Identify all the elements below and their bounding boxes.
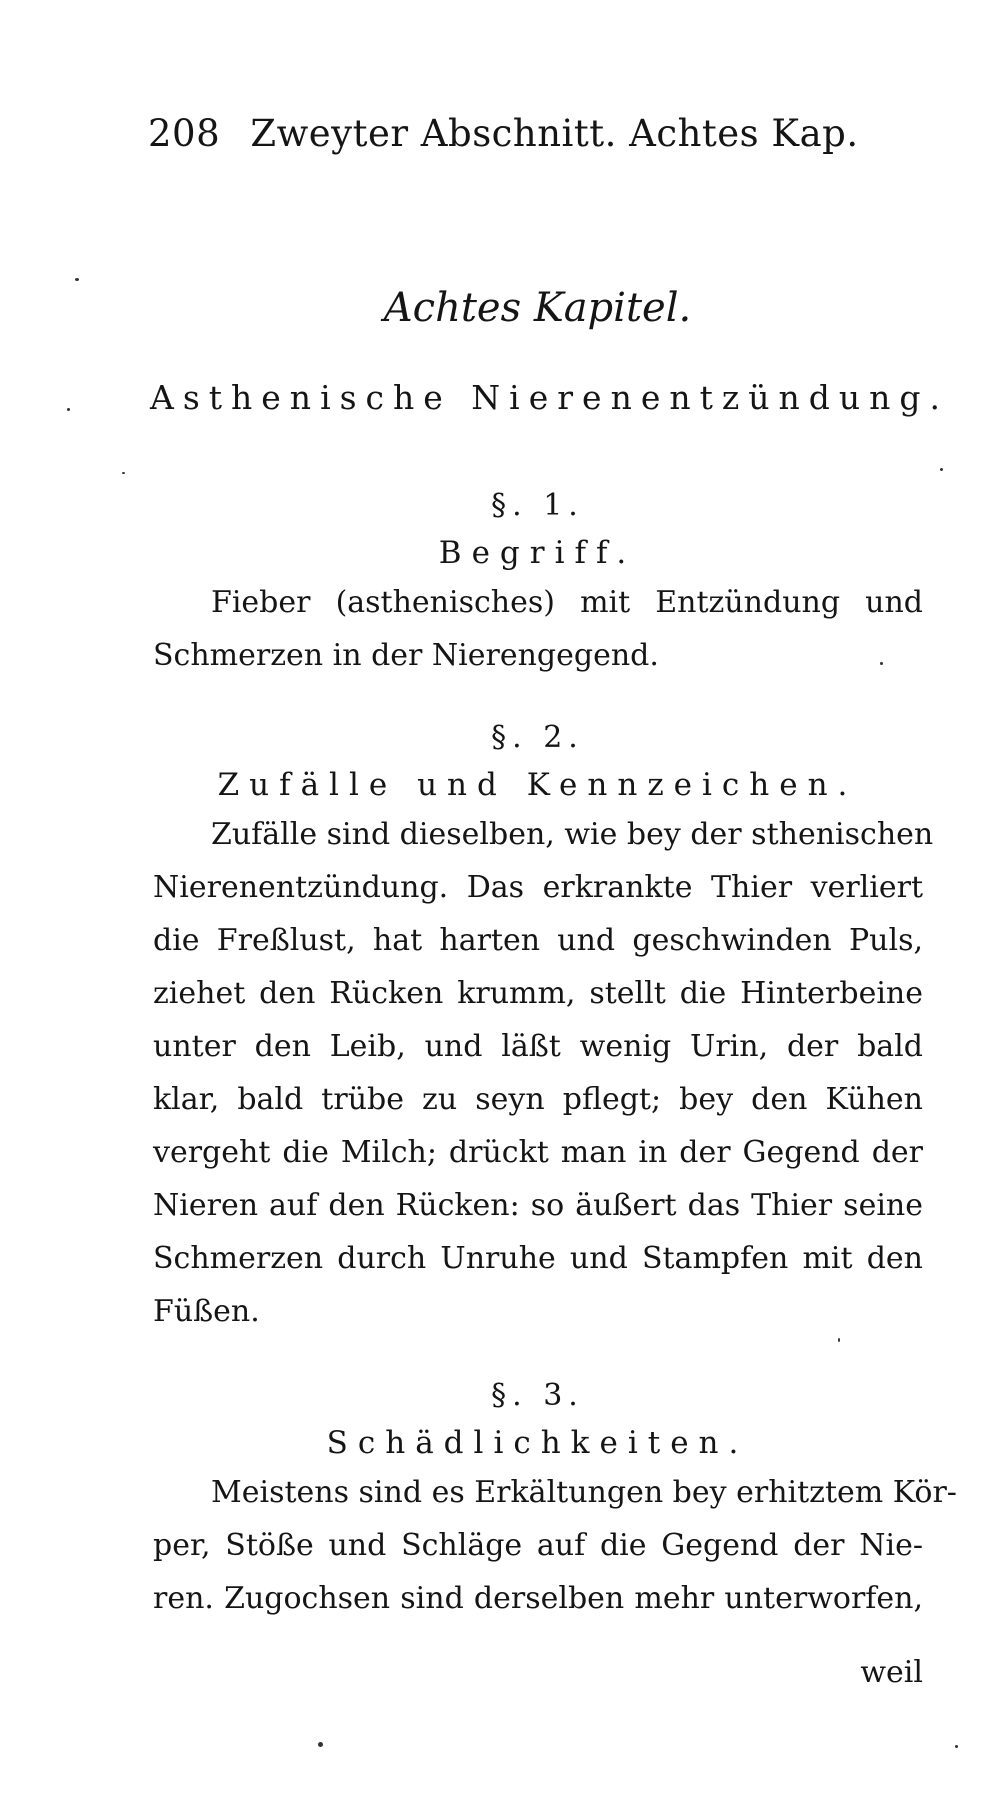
chapter-subtitle: Asthenische Nierenentzündung. — [150, 378, 950, 417]
scan-speck — [75, 278, 79, 281]
body-line: Zufälle sind dieselben, wie bey der sthenischen — [211, 817, 934, 852]
scan-speck — [955, 1745, 958, 1748]
scan-speck — [880, 662, 883, 665]
section-1-number: §. 1. — [491, 488, 584, 523]
section-1-body — [153, 576, 923, 682]
body-line: ziehet den Rücken krumm, stellt die Hinterbeine — [153, 976, 923, 1011]
scan-speck — [838, 1338, 840, 1342]
scan-speck — [318, 1742, 323, 1747]
body-line: die Freßlust, hat harten und geschwinden Puls, — [153, 923, 923, 958]
running-title: Zweyter Abschnitt. Achtes Kap. — [250, 112, 859, 155]
section-2-body — [153, 808, 934, 1338]
section-2-heading: Zufälle und Kennzeichen. — [217, 767, 858, 803]
body-line: klar, bald trübe zu seyn pflegt; bey den Kühen — [153, 1082, 923, 1117]
section-2-number: §. 2. — [491, 720, 584, 755]
body-line: Nierenentzündung. Das erkrankte Thier verliert — [153, 870, 923, 905]
section-3-number: §. 3. — [491, 1378, 584, 1413]
section-3-heading: Schädlichkeiten. — [326, 1425, 749, 1461]
body-line: Fieber (asthenisches) mit Entzündung und — [211, 585, 923, 620]
body-line: Meistens sind es Erkältungen bey erhitztem Kör- — [211, 1475, 957, 1510]
body-line: vergeht die Milch; drückt man in der Gegend der — [153, 1135, 923, 1170]
page-number: 208 — [148, 112, 221, 155]
scan-speck — [122, 472, 125, 474]
body-line: Schmerzen durch Unruhe und Stampfen mit den — [153, 1241, 923, 1276]
running-header — [148, 112, 859, 155]
scan-speck — [67, 408, 70, 411]
scan-speck — [940, 468, 943, 471]
chapter-title: Achtes Kapitel. — [383, 285, 692, 331]
body-line: Schmerzen in der Nierengegend. — [153, 638, 659, 673]
body-line: Füßen. — [153, 1294, 260, 1329]
section-1-heading: Begriff. — [438, 535, 637, 571]
body-line: per, Stöße und Schläge auf die Gegend der Nie- — [153, 1528, 923, 1563]
body-line: ren. Zugochsen sind derselben mehr unterworfen, — [153, 1581, 923, 1616]
body-line: Nieren auf den Rücken: so äußert das Thier seine — [153, 1188, 923, 1223]
section-3-body — [153, 1466, 957, 1625]
catchword: weil — [860, 1655, 923, 1690]
body-line: unter den Leib, und läßt wenig Urin, der bald — [153, 1029, 923, 1064]
